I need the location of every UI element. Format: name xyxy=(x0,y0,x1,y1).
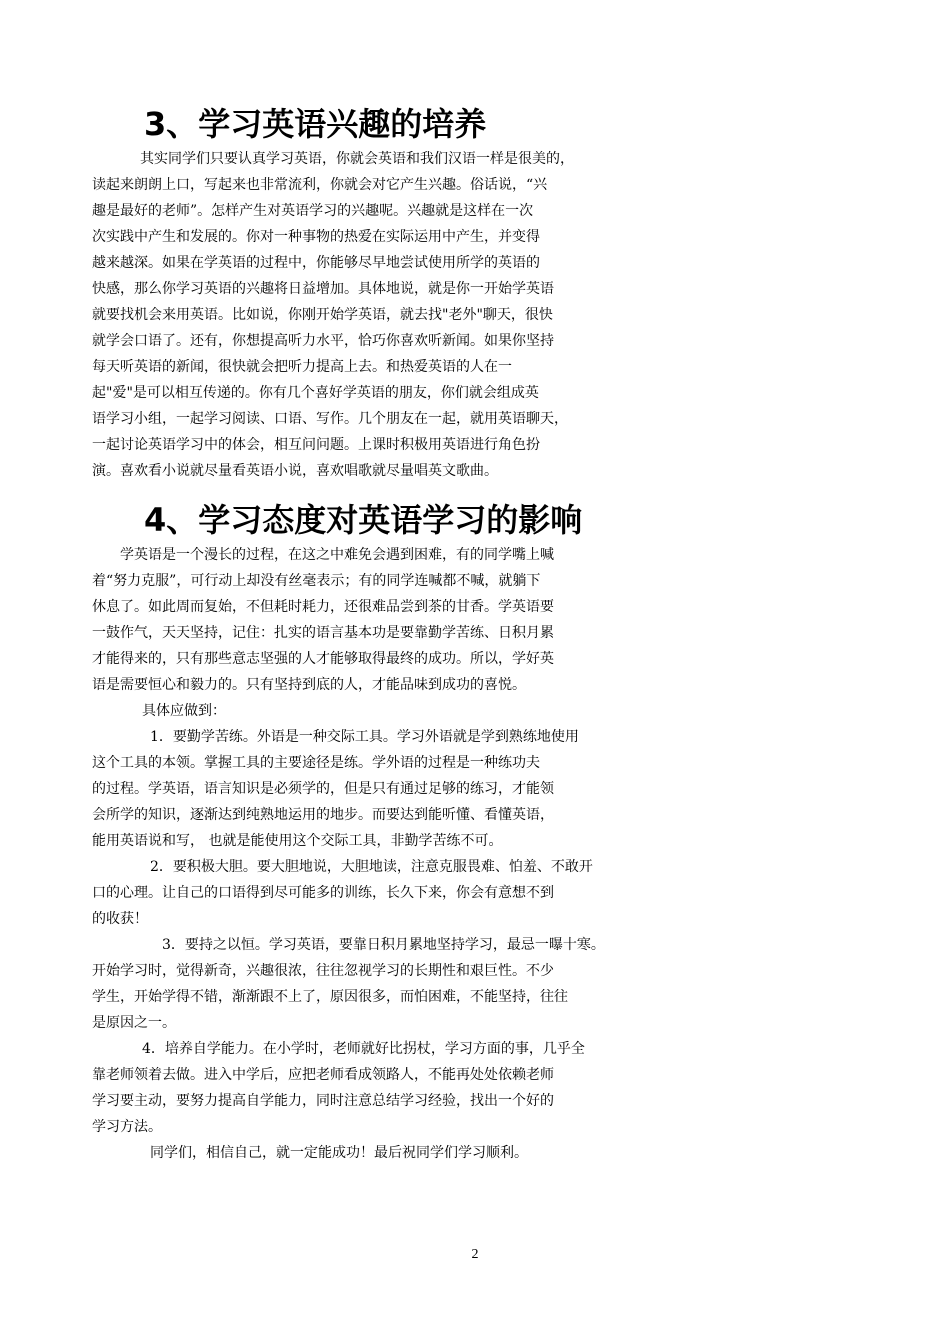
text-line: 就要找机会来用英语。比如说，你刚开始学英语，就去找"老外"聊天，很快 xyxy=(92,307,553,323)
text-line: 学习方法。 xyxy=(92,1119,162,1135)
text-line: 学习要主动，要努力提高自学能力，同时注意总结学习经验，找出一个好的 xyxy=(92,1093,554,1109)
text-line: 的过程。学英语，语言知识是必须学的，但是只有通过足够的练习，才能领 xyxy=(92,781,554,797)
text-line: 4．培养自学能力。在小学时，老师就好比拐杖，学习方面的事，几乎全 xyxy=(142,1041,585,1057)
text-line: 语学习小组，一起学习阅读、口语、写作。几个朋友在一起，就用英语聊天， xyxy=(92,411,568,427)
text-line: 学生，开始学得不错，渐渐跟不上了，原因很多，而怕困难，不能坚持，往往 xyxy=(92,989,568,1005)
text-line: 演。喜欢看小说就尽量看英语小说，喜欢唱歌就尽量唱英文歌曲。 xyxy=(92,463,498,479)
text-line: 每天听英语的新闻，很快就会把听力提高上去。和热爱英语的人在一 xyxy=(92,359,512,375)
text-line: 2．要积极大胆。要大胆地说，大胆地读，注意克服畏难、怕羞、不敢开 xyxy=(150,859,593,875)
text-line: 次实践中产生和发展的。你对一种事物的热爱在实际运用中产生，并变得 xyxy=(92,229,540,245)
text-line: 同学们，相信自己，就一定能成功！最后祝同学们学习顺利。 xyxy=(150,1145,528,1161)
text-line: 这个工具的本领。掌握工具的主要途径是练。学外语的过程是一种练功夫 xyxy=(92,755,540,771)
text-line: 才能得来的，只有那些意志坚强的人才能够取得最终的成功。所以，学好英 xyxy=(92,651,554,667)
text-line: 就学会口语了。还有，你想提高听力水平，恰巧你喜欢听新闻。如果你坚持 xyxy=(92,333,554,349)
text-line: 3．要持之以恒。学习英语，要靠日积月累地坚持学习，最忌一曝十寒。 xyxy=(162,937,605,953)
text-line: 越来越深。如果在学英语的过程中，你能够尽早地尝试使用所学的英语的 xyxy=(92,255,540,271)
text-line: 靠老师领着去做。进入中学后，应把老师看成领路人，不能再处处依赖老师 xyxy=(92,1067,554,1083)
text-line: 会所学的知识，逐渐达到纯熟地运用的地步。而要达到能听懂、看懂英语， xyxy=(92,807,554,823)
text-line: 是原因之一。 xyxy=(92,1015,176,1031)
text-line: 一鼓作气，天天坚持，记住：扎实的语言基本功是要靠勤学苦练、日积月累 xyxy=(92,625,554,641)
text-line: 口的心理。让自己的口语得到尽可能多的训练，长久下来，你会有意想不到 xyxy=(92,885,554,901)
text-line: 具体应做到： xyxy=(142,703,226,719)
text-line: 起"爱"是可以相互传递的。你有几个喜好学英语的朋友，你们就会组成英 xyxy=(92,385,539,401)
section-3-heading: 3、学习英语兴趣的培养 xyxy=(144,105,487,143)
text-line: 能用英语说和写， 也就是能使用这个交际工具，非勤学苦练不可。 xyxy=(92,833,503,849)
text-line: 语是需要恒心和毅力的。只有坚持到底的人，才能品味到成功的喜悦。 xyxy=(92,677,526,693)
text-line: 快感，那么你学习英语的兴趣将日益增加。具体地说，就是你一开始学英语 xyxy=(92,281,554,297)
text-line: 其实同学们只要认真学习英语，你就会英语和我们汉语一样是很美的， xyxy=(140,151,574,167)
text-line: 开始学习时，觉得新奇，兴趣很浓，往往忽视学习的长期性和艰巨性。不少 xyxy=(92,963,554,979)
text-line: 休息了。如此周而复始，不但耗时耗力，还很难品尝到茶的甘香。学英语要 xyxy=(92,599,554,615)
text-line: 一起讨论英语学习中的体会，相互问问题。上课时积极用英语进行角色扮 xyxy=(92,437,540,453)
text-line: 的收获！ xyxy=(92,911,148,927)
section-4-heading: 4、学习态度对英语学习的影响 xyxy=(144,501,583,539)
text-line: 学英语是一个漫长的过程，在这之中难免会遇到困难，有的同学嘴上喊 xyxy=(120,547,554,563)
text-line: 读起来朗朗上口，写起来也非常流利，你就会对它产生兴趣。俗话说，“兴 xyxy=(92,177,548,193)
text-line: 1．要勤学苦练。外语是一种交际工具。学习外语就是学到熟练地使用 xyxy=(150,729,579,745)
page-number: 2 xyxy=(471,1247,479,1262)
text-line: 趣是最好的老师”。怎样产生对英语学习的兴趣呢。兴趣就是这样在一次 xyxy=(92,203,534,219)
text-line: 着“努力克服”，可行动上却没有丝毫表示；有的同学连喊都不喊，就躺下 xyxy=(92,573,541,589)
